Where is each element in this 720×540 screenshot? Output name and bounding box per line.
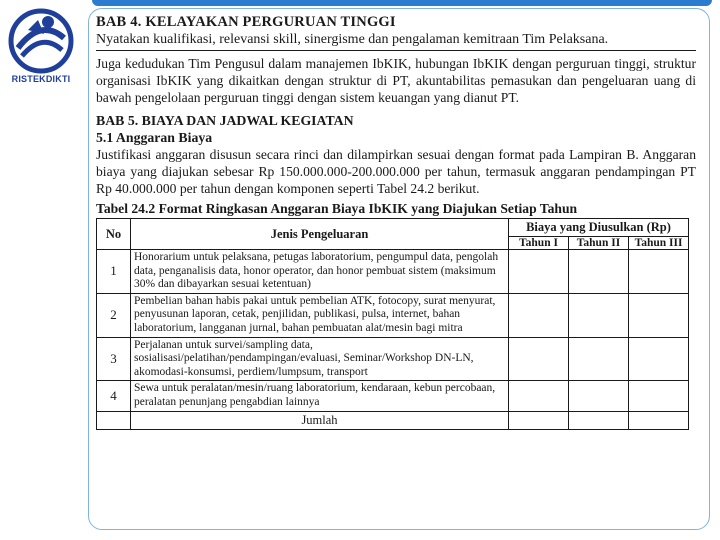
logo-emblem-icon — [8, 8, 74, 74]
cell-empty — [569, 411, 629, 429]
cell-empty — [569, 381, 629, 411]
table-total-row — [97, 411, 689, 429]
table-row — [97, 293, 689, 337]
row-text: Sewa untuk peralatan/mesin/ruang laboratorium, kendaraan, kebun percobaan, peralatan penunjang pengabdian lainnya — [131, 381, 509, 411]
table-row — [97, 337, 689, 381]
table-row — [97, 250, 689, 294]
row-no: 1 — [97, 250, 131, 294]
header-jenis: Jenis Pengeluaran — [131, 219, 509, 250]
bab5-section-title: 5.1 Anggaran Biaya — [96, 130, 213, 145]
row-no: 2 — [97, 293, 131, 337]
header-no: No — [97, 219, 131, 250]
row-text: Pembelian bahan habis pakai untuk pembelian ATK, fotocopy, surat menyurat, penyusunan laporan, cetak, penjilidan, publikasi, pulsa, internet, bahan laboratorium, langganan jurnal, bahan pembuatan alat/mesin bagi mitra — [131, 293, 509, 337]
table-row — [97, 381, 689, 411]
budget-table — [96, 218, 689, 430]
cell-empty — [509, 337, 569, 381]
header-biaya: Biaya yang Diusulkan (Rp) — [509, 219, 689, 237]
document-content — [96, 14, 696, 430]
cell-empty — [629, 293, 689, 337]
cell-empty — [629, 337, 689, 381]
row-text: Perjalanan untuk survei/sampling data, sosialisasi/pelatihan/pendampingan/evaluasi, Seminar/Workshop DN-LN, akomodasi-konsumsi, perdiem/lumpsum, transport — [131, 337, 509, 381]
bab5-body: Justifikasi anggaran disusun secara rinci dan dilampirkan sesuai dengan format pada Lampiran B. Anggaran biaya yang diajukan sebesar Rp 150.000.000-200.000.000 per tahun, termasuk anggaran pendampingan PT Rp 40.000.000 per tahun dengan komponen seperti Tabel 24.2 berikut. — [96, 147, 696, 196]
ristekdikti-logo — [8, 8, 74, 92]
cell-empty — [569, 250, 629, 294]
header-year-3: Tahun III — [629, 237, 689, 250]
top-accent-bar — [92, 0, 712, 6]
table-header-row — [97, 219, 689, 237]
logo-text: RISTEKDIKTI — [11, 74, 71, 84]
sidebar — [0, 0, 90, 540]
row-no: 3 — [97, 337, 131, 381]
cell-empty — [509, 381, 569, 411]
cell-empty — [569, 293, 629, 337]
cell-empty — [509, 411, 569, 429]
total-label: Jumlah — [131, 411, 509, 429]
header-year-1: Tahun I — [509, 237, 569, 250]
cell-empty — [629, 381, 689, 411]
cell-empty — [569, 337, 629, 381]
header-year-2: Tahun II — [569, 237, 629, 250]
bab4-title: BAB 4. KELAYAKAN PERGURUAN TINGGI — [96, 14, 396, 30]
bab4-body: Juga kedudukan Tim Pengusul dalam manajemen IbKIK, hubungan IbKIK dengan perguruan tinggi, struktur organisasi IbKIK yang dikaitkan dengan struktur di PT, akuntabilitas pemasukan dan pengeluaran uang di bawah pengelolaan perguruan tinggi dengan sistem keuangan yang dianut PT. — [96, 56, 696, 105]
row-no: 4 — [97, 381, 131, 411]
bab5-title: BAB 5. BIAYA DAN JADWAL KEGIATAN — [96, 113, 354, 128]
cell-empty — [629, 411, 689, 429]
row-text: Honorarium untuk pelaksana, petugas laboratorium, pengumpul data, pengolah data, penganalisis data, honor operator, dan honor pembuat sistem (maksimum 30% dan dibayarkan sesuai ketentuan) — [131, 250, 509, 294]
bab4-subtitle: Nyatakan kualifikasi, relevansi skill, sinergisme dan pengalaman kemitraan Tim Pelaksana. — [96, 31, 696, 51]
table-caption: Tabel 24.2 Format Ringkasan Anggaran Biaya IbKIK yang Diajukan Setiap Tahun — [96, 201, 578, 216]
cell-empty — [629, 250, 689, 294]
cell-empty — [97, 411, 131, 429]
cell-empty — [509, 250, 569, 294]
cell-empty — [509, 293, 569, 337]
